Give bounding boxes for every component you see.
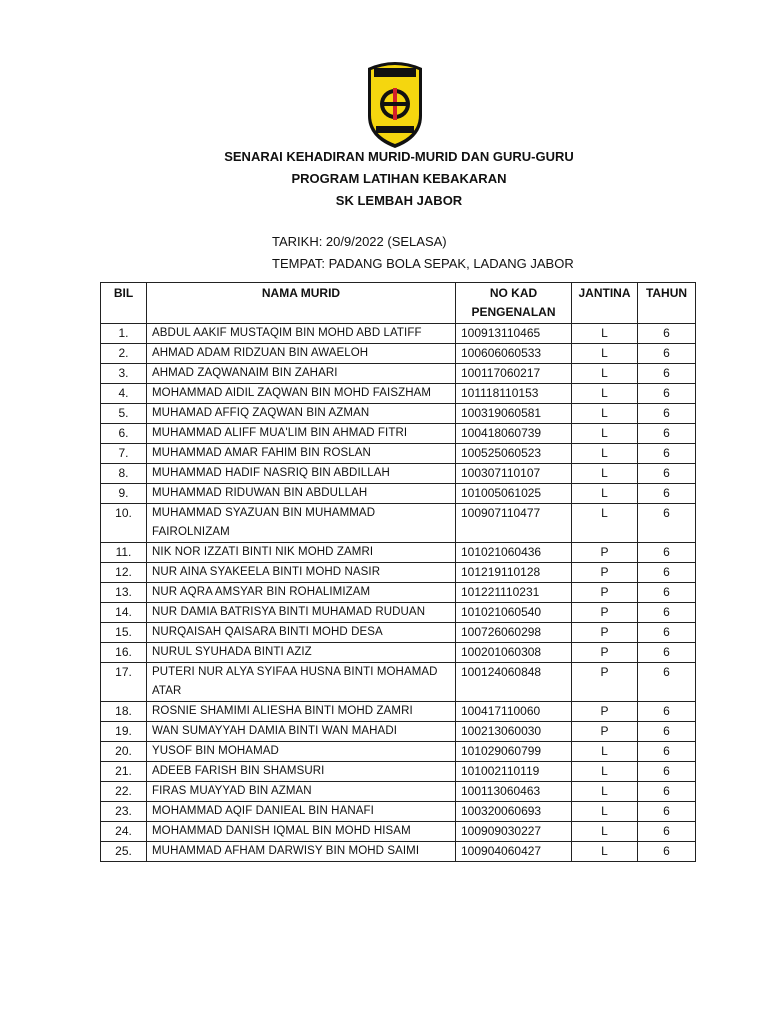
row-tahun: 6 xyxy=(638,424,696,444)
table-row xyxy=(101,722,696,742)
row-bil: 14. xyxy=(101,603,147,623)
row-bil: 15. xyxy=(101,623,147,643)
row-tahun: 6 xyxy=(638,762,696,782)
row-ic: 100726060298 xyxy=(456,623,572,643)
row-tahun: 6 xyxy=(638,702,696,722)
row-nama: MUHAMMAD ALIFF MUA'LIM BIN AHMAD FITRI xyxy=(147,424,456,444)
row-bil: 5. xyxy=(101,404,147,424)
table-row xyxy=(101,504,696,543)
row-bil: 4. xyxy=(101,384,147,404)
table-body xyxy=(101,324,696,862)
row-ic: 100904060427 xyxy=(456,842,572,862)
row-tahun: 6 xyxy=(638,543,696,563)
row-bil: 6. xyxy=(101,424,147,444)
row-jantina: L xyxy=(572,484,638,504)
row-jantina: L xyxy=(572,324,638,344)
title-line-1: SENARAI KEHADIRAN MURID-MURID DAN GURU-GURU xyxy=(224,149,574,164)
row-tahun: 6 xyxy=(638,842,696,862)
row-tahun: 6 xyxy=(638,444,696,464)
row-jantina: L xyxy=(572,424,638,444)
table-row xyxy=(101,603,696,623)
header-no-kad-line1: NO KAD xyxy=(489,286,538,300)
row-jantina: P xyxy=(572,583,638,603)
row-ic: 100418060739 xyxy=(456,424,572,444)
table-row xyxy=(101,324,696,344)
document-title-block xyxy=(0,146,768,212)
title-line-3: SK LEMBAH JABOR xyxy=(335,193,463,208)
row-tahun: 6 xyxy=(638,782,696,802)
row-bil: 7. xyxy=(101,444,147,464)
row-jantina: P xyxy=(572,663,638,702)
school-crest-logo xyxy=(362,54,428,150)
row-nama: MOHAMMAD AQIF DANIEAL BIN HANAFI xyxy=(147,802,456,822)
row-bil: 17. xyxy=(101,663,147,702)
event-location: TEMPAT: PADANG BOLA SEPAK, LADANG JABOR xyxy=(272,256,574,271)
row-jantina: L xyxy=(572,822,638,842)
row-ic: 100307110107 xyxy=(456,464,572,484)
row-tahun: 6 xyxy=(638,643,696,663)
row-ic: 100907110477 xyxy=(456,504,572,543)
row-tahun: 6 xyxy=(638,822,696,842)
row-tahun: 6 xyxy=(638,603,696,623)
header-no-kad xyxy=(456,283,572,324)
table-row xyxy=(101,742,696,762)
table-row xyxy=(101,663,696,702)
row-jantina: L xyxy=(572,344,638,364)
row-ic: 100117060217 xyxy=(456,364,572,384)
attendance-table xyxy=(100,282,696,862)
row-jantina: P xyxy=(572,702,638,722)
row-tahun: 6 xyxy=(638,742,696,762)
row-ic: 101118110153 xyxy=(456,384,572,404)
row-bil: 25. xyxy=(101,842,147,862)
row-jantina: L xyxy=(572,762,638,782)
row-ic: 101029060799 xyxy=(456,742,572,762)
row-jantina: P xyxy=(572,603,638,623)
row-jantina: P xyxy=(572,722,638,742)
row-nama: NIK NOR IZZATI BINTI NIK MOHD ZAMRI xyxy=(147,543,456,563)
row-tahun: 6 xyxy=(638,504,696,543)
table-header-row xyxy=(101,283,696,324)
row-bil: 23. xyxy=(101,802,147,822)
row-jantina: P xyxy=(572,543,638,563)
row-nama: AHMAD ADAM RIDZUAN BIN AWAELOH xyxy=(147,344,456,364)
row-ic: 100213060030 xyxy=(456,722,572,742)
table-row xyxy=(101,344,696,364)
table-row xyxy=(101,623,696,643)
row-nama: AHMAD ZAQWANAIM BIN ZAHARI xyxy=(147,364,456,384)
event-details xyxy=(272,231,574,275)
row-jantina: L xyxy=(572,364,638,384)
row-nama: MOHAMMAD AIDIL ZAQWAN BIN MOHD FAISZHAM xyxy=(147,384,456,404)
row-ic: 100606060533 xyxy=(456,344,572,364)
table-row xyxy=(101,563,696,583)
row-nama: ABDUL AAKIF MUSTAQIM BIN MOHD ABD LATIFF xyxy=(147,324,456,344)
row-jantina: P xyxy=(572,563,638,583)
row-bil: 18. xyxy=(101,702,147,722)
row-nama: MUHAMMAD RIDUWAN BIN ABDULLAH xyxy=(147,484,456,504)
row-jantina: L xyxy=(572,504,638,543)
table-row xyxy=(101,822,696,842)
row-jantina: L xyxy=(572,404,638,424)
row-ic: 101005061025 xyxy=(456,484,572,504)
table-row xyxy=(101,762,696,782)
row-nama: ROSNIE SHAMIMI ALIESHA BINTI MOHD ZAMRI xyxy=(147,702,456,722)
table-row xyxy=(101,384,696,404)
row-jantina: L xyxy=(572,842,638,862)
row-nama: MUHAMMAD AMAR FAHIM BIN ROSLAN xyxy=(147,444,456,464)
header-nama-murid: NAMA MURID xyxy=(147,283,456,324)
table-row xyxy=(101,543,696,563)
row-ic: 100913110465 xyxy=(456,324,572,344)
row-bil: 2. xyxy=(101,344,147,364)
row-bil: 13. xyxy=(101,583,147,603)
row-tahun: 6 xyxy=(638,364,696,384)
row-bil: 11. xyxy=(101,543,147,563)
row-tahun: 6 xyxy=(638,722,696,742)
row-tahun: 6 xyxy=(638,384,696,404)
row-nama: NURQAISAH QAISARA BINTI MOHD DESA xyxy=(147,623,456,643)
row-jantina: L xyxy=(572,782,638,802)
row-nama: YUSOF BIN MOHAMAD xyxy=(147,742,456,762)
row-ic: 100201060308 xyxy=(456,643,572,663)
table-row xyxy=(101,424,696,444)
row-ic: 101021060540 xyxy=(456,603,572,623)
row-bil: 22. xyxy=(101,782,147,802)
table-row xyxy=(101,802,696,822)
row-bil: 20. xyxy=(101,742,147,762)
table-row xyxy=(101,364,696,384)
row-nama: ADEEB FARISH BIN SHAMSURI xyxy=(147,762,456,782)
row-nama: NUR DAMIA BATRISYA BINTI MUHAMAD RUDUAN xyxy=(147,603,456,623)
row-bil: 8. xyxy=(101,464,147,484)
row-jantina: L xyxy=(572,444,638,464)
row-jantina: P xyxy=(572,623,638,643)
row-nama: NUR AINA SYAKEELA BINTI MOHD NASIR xyxy=(147,563,456,583)
row-bil: 16. xyxy=(101,643,147,663)
row-nama: NURUL SYUHADA BINTI AZIZ xyxy=(147,643,456,663)
row-nama: PUTERI NUR ALYA SYIFAA HUSNA BINTI MOHAMAD ATAR xyxy=(147,663,456,702)
row-bil: 24. xyxy=(101,822,147,842)
header-no-kad-line2: PENGENALAN xyxy=(471,305,556,319)
row-tahun: 6 xyxy=(638,802,696,822)
row-ic: 100320060693 xyxy=(456,802,572,822)
row-jantina: L xyxy=(572,802,638,822)
row-tahun: 6 xyxy=(638,583,696,603)
table-row xyxy=(101,464,696,484)
row-tahun: 6 xyxy=(638,663,696,702)
row-ic: 100909030227 xyxy=(456,822,572,842)
row-tahun: 6 xyxy=(638,484,696,504)
header-tahun: TAHUN xyxy=(638,283,696,324)
header-jantina: JANTINA xyxy=(572,283,638,324)
title-line-2: PROGRAM LATIHAN KEBAKARAN xyxy=(291,171,507,186)
row-ic: 101002110119 xyxy=(456,762,572,782)
row-tahun: 6 xyxy=(638,344,696,364)
table-row xyxy=(101,782,696,802)
row-tahun: 6 xyxy=(638,404,696,424)
row-tahun: 6 xyxy=(638,324,696,344)
table-row xyxy=(101,404,696,424)
row-ic: 101219110128 xyxy=(456,563,572,583)
row-bil: 21. xyxy=(101,762,147,782)
row-nama: MOHAMMAD DANISH IQMAL BIN MOHD HISAM xyxy=(147,822,456,842)
row-bil: 19. xyxy=(101,722,147,742)
row-bil: 3. xyxy=(101,364,147,384)
row-nama: NUR AQRA AMSYAR BIN ROHALIMIZAM xyxy=(147,583,456,603)
row-bil: 9. xyxy=(101,484,147,504)
row-tahun: 6 xyxy=(638,464,696,484)
table-row xyxy=(101,842,696,862)
row-ic: 100525060523 xyxy=(456,444,572,464)
row-nama: MUHAMMAD SYAZUAN BIN MUHAMMAD FAIROLNIZAM xyxy=(147,504,456,543)
row-jantina: L xyxy=(572,384,638,404)
header-bil: BIL xyxy=(101,283,147,324)
table-row xyxy=(101,643,696,663)
row-tahun: 6 xyxy=(638,623,696,643)
row-bil: 12. xyxy=(101,563,147,583)
row-nama: WAN SUMAYYAH DAMIA BINTI WAN MAHADI xyxy=(147,722,456,742)
table-row xyxy=(101,444,696,464)
row-bil: 1. xyxy=(101,324,147,344)
table-row xyxy=(101,702,696,722)
row-tahun: 6 xyxy=(638,563,696,583)
table-row xyxy=(101,484,696,504)
row-jantina: L xyxy=(572,464,638,484)
row-nama: MUHAMMAD HADIF NASRIQ BIN ABDILLAH xyxy=(147,464,456,484)
event-date: TARIKH: 20/9/2022 (SELASA) xyxy=(272,234,447,249)
row-nama: MUHAMAD AFFIQ ZAQWAN BIN AZMAN xyxy=(147,404,456,424)
row-ic: 101221110231 xyxy=(456,583,572,603)
row-ic: 101021060436 xyxy=(456,543,572,563)
row-ic: 100113060463 xyxy=(456,782,572,802)
row-bil: 10. xyxy=(101,504,147,543)
row-jantina: P xyxy=(572,643,638,663)
row-nama: FIRAS MUAYYAD BIN AZMAN xyxy=(147,782,456,802)
row-nama: MUHAMMAD AFHAM DARWISY BIN MOHD SAIMI xyxy=(147,842,456,862)
row-ic: 100417110060 xyxy=(456,702,572,722)
table-row xyxy=(101,583,696,603)
row-jantina: L xyxy=(572,742,638,762)
row-ic: 100124060848 xyxy=(456,663,572,702)
row-ic: 100319060581 xyxy=(456,404,572,424)
